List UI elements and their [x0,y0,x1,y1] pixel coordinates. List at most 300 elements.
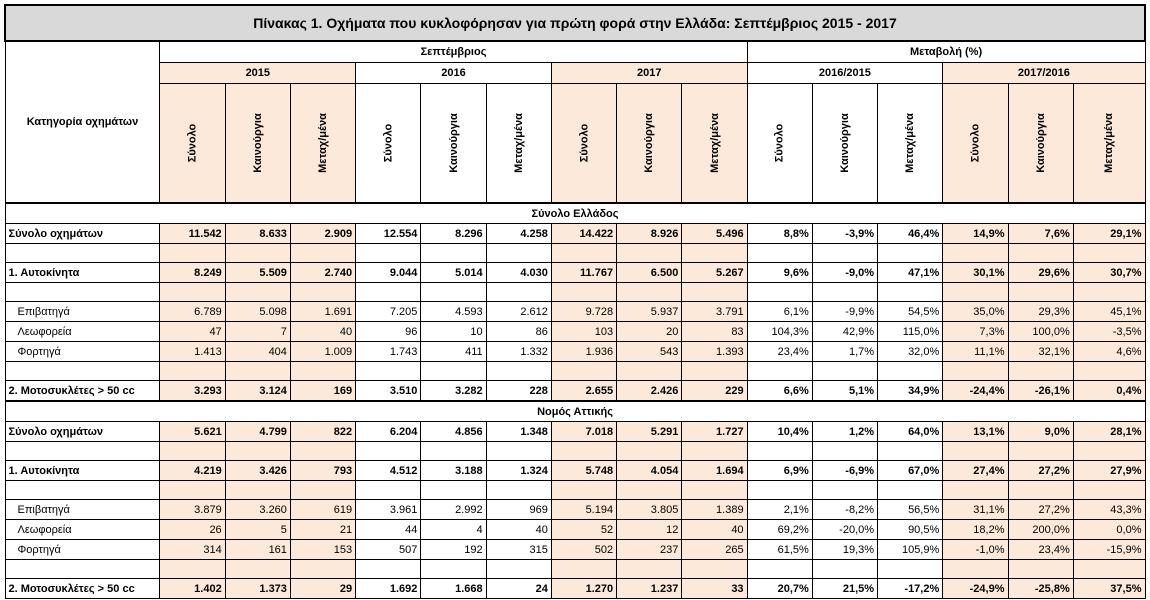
row-label: Φορτηγά [5,342,160,362]
table-cell [160,481,225,500]
table-cell: 21,5% [812,579,877,599]
column-header-4-1 [1008,84,1073,204]
table-cell: 1.237 [617,579,682,599]
table-cell: 47,1% [878,263,943,283]
table-cell [878,362,943,381]
table-cell: 1,2% [812,422,877,442]
table-cell: 237 [617,540,682,560]
table-cell: 23,4% [1008,540,1073,560]
table-cell: 103 [551,322,616,342]
table-cell: 8.633 [225,224,290,244]
table-cell [1073,283,1145,302]
table-cell: 5.098 [225,302,290,322]
table-cell [1008,560,1073,579]
table-cell [356,283,421,302]
table-cell [812,560,877,579]
table-cell: 4.258 [486,224,551,244]
table-cell: -6,9% [812,461,877,481]
table-cell: 5.267 [682,263,747,283]
table-cell [160,283,225,302]
table-cell: 11,1% [943,342,1008,362]
table-cell: 161 [225,540,290,560]
table-cell: 6,9% [747,461,812,481]
table-cell: 7,6% [1008,224,1073,244]
table-cell: 7 [225,322,290,342]
row-label: Λεωφορεία [5,322,160,342]
column-header-label: Μεταχ/μένα [708,113,721,173]
table-cell: 9.728 [551,302,616,322]
table-cell: 969 [486,500,551,520]
table-cell: 64,0% [878,422,943,442]
table-cell: 4.054 [617,461,682,481]
table-cell [682,442,747,461]
table-cell [812,442,877,461]
table-cell: 3.293 [160,381,225,402]
table-cell [160,442,225,461]
table-cell [486,442,551,461]
table-cell: 5 [225,520,290,540]
table-cell: 11.767 [551,263,616,283]
table-cell: 1.270 [551,579,616,599]
row-label [5,362,160,381]
table-cell [356,362,421,381]
table-cell [356,442,421,461]
table-cell: 14.422 [551,224,616,244]
table-row [5,263,1145,283]
table-cell: 5.509 [225,263,290,283]
table-cell: 153 [290,540,355,560]
row-label: Φορτηγά [5,540,160,560]
row-label: Σύνολο οχημάτων [5,422,160,442]
table-cell: -3,5% [1073,322,1145,342]
table-cell: 20,7% [747,579,812,599]
table-cell: 30,1% [943,263,1008,283]
year-header-2015: 2015 [160,63,356,84]
change-header-2016-2015: 2016/2015 [747,63,943,84]
table-cell: 100,0% [1008,322,1073,342]
table-cell [1008,244,1073,263]
table-cell [160,560,225,579]
table-cell: 35,0% [943,302,1008,322]
table-cell: 4.593 [421,302,486,322]
table-cell: 3.282 [421,381,486,402]
table-cell: 7.018 [551,422,616,442]
table-cell: 1.668 [421,579,486,599]
table-cell: 1.332 [486,342,551,362]
table-cell: 5.194 [551,500,616,520]
table-row [5,302,1145,322]
table-cell [551,481,616,500]
row-label [5,244,160,263]
table-cell: 14,9% [943,224,1008,244]
table-cell: 192 [421,540,486,560]
table-cell: 4.856 [421,422,486,442]
table-cell: 54,5% [878,302,943,322]
table-cell: 20 [617,322,682,342]
table-cell [1073,244,1145,263]
table-cell [617,362,682,381]
table-cell: 34,9% [878,381,943,402]
table-cell: 27,4% [943,461,1008,481]
table-cell [878,442,943,461]
table-cell [747,442,812,461]
column-header-label: Καινούργια [447,113,460,173]
table-cell: 29,3% [1008,302,1073,322]
table-cell: 3.805 [617,500,682,520]
table-cell [812,362,877,381]
table-cell: 44 [356,520,421,540]
table-cell: 4.030 [486,263,551,283]
table-row [5,520,1145,540]
table-cell [943,244,1008,263]
row-label: Λεωφορεία [5,520,160,540]
table-cell [617,442,682,461]
table-cell: 314 [160,540,225,560]
column-header-label: Μεταχ/μένα [1103,113,1116,173]
column-header-0-0 [160,84,225,204]
row-label: 2. Μοτοσυκλέτες > 50 cc [5,381,160,402]
table-cell: -20,0% [812,520,877,540]
table-cell: 56,5% [878,500,943,520]
column-header-label: Σύνολο [773,123,786,163]
table-cell [225,244,290,263]
table-cell: 169 [290,381,355,402]
table-cell: 1.348 [486,422,551,442]
table-row [5,500,1145,520]
table-cell [682,244,747,263]
table-cell: 2.655 [551,381,616,402]
column-header-label: Σύνολο [382,123,395,163]
table-cell: 502 [551,540,616,560]
section-title: Νομός Αττικής [5,401,1145,422]
table-cell: 12 [617,520,682,540]
table-cell [1073,362,1145,381]
table-cell: 24 [486,579,551,599]
table-cell: 619 [290,500,355,520]
table-cell [486,481,551,500]
table-cell: 42,9% [812,322,877,342]
table-cell: 115,0% [878,322,943,342]
table-cell: 3.961 [356,500,421,520]
table-cell: -24,9% [943,579,1008,599]
table-cell: 1,7% [812,342,877,362]
table-cell: 96 [356,322,421,342]
table-cell: 5.014 [421,263,486,283]
table-cell [290,362,355,381]
table-cell: 29 [290,579,355,599]
september-header: Σεπτέμβριος [160,41,747,63]
table-cell: 4 [421,520,486,540]
table-row [5,442,1145,461]
table-cell: 28,1% [1073,422,1145,442]
section-row [5,401,1145,422]
table-cell: 61,5% [747,540,812,560]
table-cell: -26,1% [1008,381,1073,402]
table-cell: 21 [290,520,355,540]
table-cell: 8.296 [421,224,486,244]
column-header-0-1 [225,84,290,204]
table-cell [1008,442,1073,461]
table-cell [943,560,1008,579]
table-cell [878,481,943,500]
table-cell: 47 [160,322,225,342]
column-header-2-2 [682,84,747,204]
row-label [5,283,160,302]
table-cell: 86 [486,322,551,342]
table-row [5,461,1145,481]
table-cell [160,244,225,263]
table-cell: 32,0% [878,342,943,362]
column-header-1-1 [421,84,486,204]
table-cell: 6,1% [747,302,812,322]
table-cell [160,362,225,381]
table-row [5,481,1145,500]
column-header-label: Καινούργια [838,113,851,173]
table-cell [878,560,943,579]
table-cell: 1.389 [682,500,747,520]
table-cell: 5.621 [160,422,225,442]
table-row [5,381,1145,402]
table-cell: 0,0% [1073,520,1145,540]
row-label: 1. Αυτοκίνητα [5,461,160,481]
table-cell [1073,442,1145,461]
table-cell: -8,2% [812,500,877,520]
table-cell: 5.937 [617,302,682,322]
table-cell: 3.260 [225,500,290,520]
table-row [5,224,1145,244]
column-header-2-1 [617,84,682,204]
table-cell [551,442,616,461]
table-cell [1073,481,1145,500]
table-cell [421,442,486,461]
table-cell: 67,0% [878,461,943,481]
table-cell [486,283,551,302]
table-cell [812,481,877,500]
table-cell: 1.413 [160,342,225,362]
column-header-label: Μεταχ/μένα [317,113,330,173]
table-cell [421,283,486,302]
table-cell: 31,1% [943,500,1008,520]
table-row [5,540,1145,560]
table-cell: 4.512 [356,461,421,481]
table-cell: 40 [290,322,355,342]
table-row [5,244,1145,263]
table-cell [617,283,682,302]
table-cell: 27,9% [1073,461,1145,481]
row-label: Σύνολο οχημάτων [5,224,160,244]
table-cell: 5,1% [812,381,877,402]
table-cell: 27,2% [1008,461,1073,481]
table-cell: 9.044 [356,263,421,283]
table-cell [421,362,486,381]
column-header-3-1 [812,84,877,204]
table-cell: 26 [160,520,225,540]
table-row [5,579,1145,599]
table-row [5,362,1145,381]
column-header-label: Καινούργια [1034,113,1047,173]
table-cell [551,362,616,381]
column-header-label: Σύνολο [577,123,590,163]
column-header-3-0 [747,84,812,204]
column-header-label: Καινούργια [643,113,656,173]
table-cell [747,362,812,381]
table-cell: 6.789 [160,302,225,322]
table-cell [812,244,877,263]
table-cell [486,560,551,579]
table-cell [1008,283,1073,302]
table-cell: 90,5% [878,520,943,540]
subheader-row [5,84,1145,204]
table-cell: 23,4% [747,342,812,362]
row-label [5,442,160,461]
table-cell: -9,9% [812,302,877,322]
table-cell: 793 [290,461,355,481]
table-cell [943,283,1008,302]
change-header-2017-2016: 2017/2016 [943,63,1145,84]
statistics-table [4,4,1146,599]
row-label: Επιβατηγά [5,302,160,322]
column-header-label: Σύνολο [186,123,199,163]
table-cell: -15,9% [1073,540,1145,560]
table-cell [1008,362,1073,381]
table-row [5,560,1145,579]
table-cell [290,442,355,461]
table-cell: 3.791 [682,302,747,322]
table-cell: 315 [486,540,551,560]
table-cell: 8.249 [160,263,225,283]
table-cell [617,481,682,500]
table-cell: 8,8% [747,224,812,244]
table-cell [551,244,616,263]
table-cell [356,560,421,579]
table-cell: 30,7% [1073,263,1145,283]
table-cell: 4.799 [225,422,290,442]
table-cell: 0,4% [1073,381,1145,402]
table-cell: 43,3% [1073,500,1145,520]
table-cell [486,362,551,381]
table-cell [225,283,290,302]
table-cell [747,244,812,263]
table-cell: 2.909 [290,224,355,244]
table-cell: 13,1% [943,422,1008,442]
table-cell: 2,1% [747,500,812,520]
table-cell: 37,5% [1073,579,1145,599]
table-cell: 3.879 [160,500,225,520]
table-cell: 229 [682,381,747,402]
table-cell [747,283,812,302]
table-cell: 9,0% [1008,422,1073,442]
table-cell [682,283,747,302]
table-cell: 1.694 [682,461,747,481]
table-cell: 11.542 [160,224,225,244]
table-cell: 543 [617,342,682,362]
table-cell: -9,0% [812,263,877,283]
table-cell [682,481,747,500]
table-cell [290,481,355,500]
column-header-label: Μεταχ/μένα [904,113,917,173]
table-cell [943,442,1008,461]
table-row [5,342,1145,362]
table-cell: 1.393 [682,342,747,362]
table-cell: 105,9% [878,540,943,560]
table-cell: 104,3% [747,322,812,342]
table-cell: -17,2% [878,579,943,599]
column-header-1-2 [486,84,551,204]
table-cell: -3,9% [812,224,877,244]
table-cell: 6.204 [356,422,421,442]
table-cell [421,560,486,579]
table-cell: 1.692 [356,579,421,599]
table-cell: 1.691 [290,302,355,322]
table-cell: 33 [682,579,747,599]
column-header-3-2 [878,84,943,204]
table-cell: 40 [682,520,747,540]
table-cell: 2.612 [486,302,551,322]
table-cell [812,283,877,302]
table-cell: 4,6% [1073,342,1145,362]
table-cell [617,244,682,263]
table-cell: 822 [290,422,355,442]
table-cell [943,362,1008,381]
table-cell: 3.426 [225,461,290,481]
table-cell [290,283,355,302]
table-cell: 10,4% [747,422,812,442]
table-cell [356,481,421,500]
row-label: 2. Μοτοσυκλέτες > 50 cc [5,579,160,599]
table-cell: 83 [682,322,747,342]
row-label: Επιβατηγά [5,500,160,520]
table-row [5,422,1145,442]
year-header-2017: 2017 [551,63,747,84]
table-cell [225,560,290,579]
column-header-4-0 [943,84,1008,204]
column-header-0-2 [290,84,355,204]
row-label [5,481,160,500]
table-cell [225,481,290,500]
table-cell: 265 [682,540,747,560]
column-header-1-0 [356,84,421,204]
column-header-label: Σύνολο [969,123,982,163]
table-row [5,322,1145,342]
row-label: 1. Αυτοκίνητα [5,263,160,283]
table-cell: 7.205 [356,302,421,322]
table-cell: 3.124 [225,381,290,402]
table-cell: 2.992 [421,500,486,520]
table-cell: 5.291 [617,422,682,442]
change-header: Μεταβολή (%) [747,41,1145,63]
section-title: Σύνολο Ελλάδος [5,203,1145,224]
table-cell: 1.936 [551,342,616,362]
table-cell: -1,0% [943,540,1008,560]
table-cell: 1.009 [290,342,355,362]
table-cell: 18,2% [943,520,1008,540]
table-cell: 6,6% [747,381,812,402]
table-cell [682,362,747,381]
column-header-4-2 [1073,84,1145,204]
table-cell: 19,3% [812,540,877,560]
column-header-2-0 [551,84,616,204]
table-cell [551,560,616,579]
table-cell: 9,6% [747,263,812,283]
year-header-2016: 2016 [356,63,552,84]
table-cell [878,283,943,302]
table-cell: 5.496 [682,224,747,244]
table-cell [747,560,812,579]
row-label [5,560,160,579]
table-cell: 8.926 [617,224,682,244]
table-cell: 228 [486,381,551,402]
table-cell: 2.426 [617,381,682,402]
